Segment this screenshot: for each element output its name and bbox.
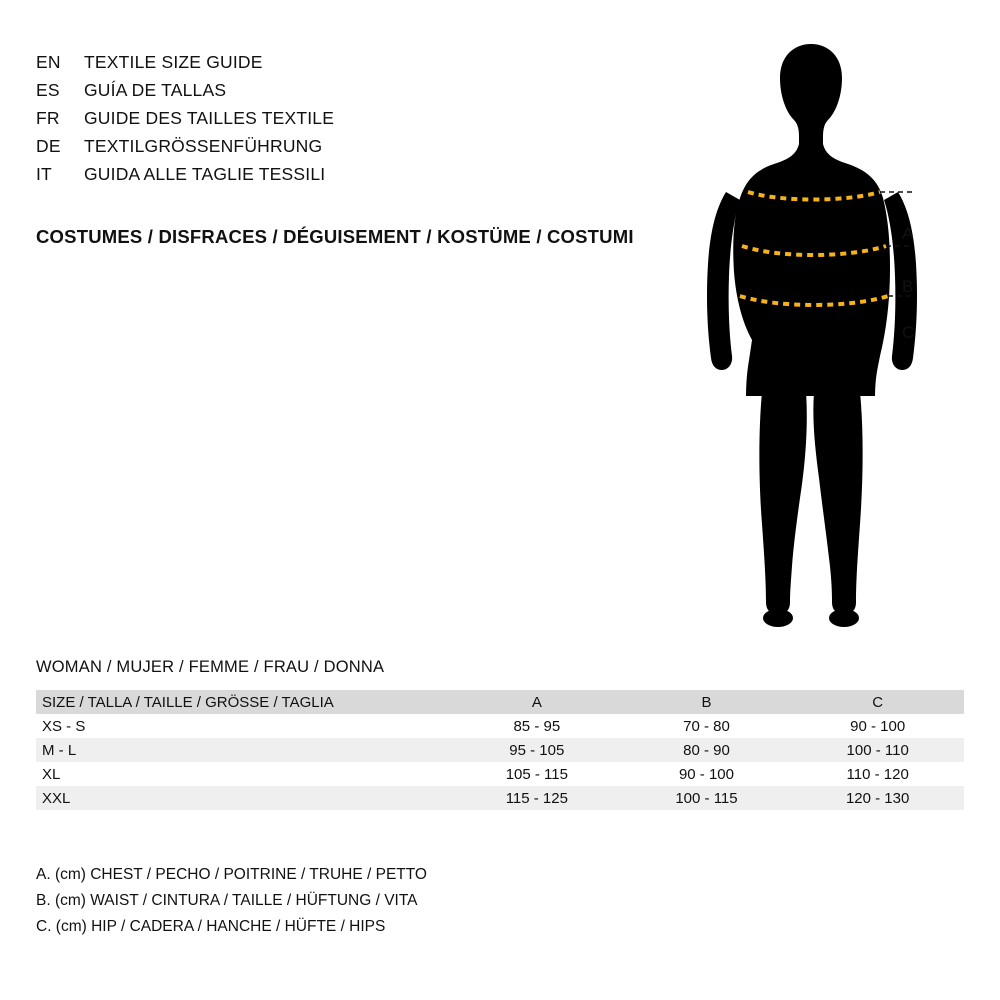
table-row (36, 786, 964, 810)
cell-b: 80 - 90 (622, 738, 792, 762)
callout-label-b: B (902, 277, 914, 296)
cell-a: 105 - 115 (452, 762, 622, 786)
cell-a: 85 - 95 (452, 714, 622, 738)
cell-b: 90 - 100 (622, 762, 792, 786)
female-silhouette-icon (707, 44, 917, 627)
language-row-en (36, 52, 656, 80)
language-text: GUIDA ALLE TAGLIE TESSILI (84, 164, 326, 184)
language-code: EN (36, 52, 61, 72)
language-text: TEXTILGRÖSSENFÜHRUNG (84, 136, 323, 156)
language-text: TEXTILE SIZE GUIDE (84, 52, 263, 72)
footnote-a: A. (cm) CHEST / PECHO / POITRINE / TRUHE / PETTO (36, 866, 427, 883)
cell-c: 90 - 100 (791, 714, 964, 738)
cell-a: 95 - 105 (452, 738, 622, 762)
footnote-list (36, 862, 427, 940)
language-list (36, 52, 656, 192)
language-code: FR (36, 108, 60, 128)
footnote-c: C. (cm) HIP / CADERA / HANCHE / HÜFTE / HIPS (36, 918, 386, 935)
table-row (36, 714, 964, 738)
column-header-b: B (622, 690, 792, 714)
language-code: IT (36, 164, 52, 184)
column-header-size: SIZE / TALLA / TAILLE / GRÖSSE / TAGLIA (36, 690, 452, 714)
language-row-fr (36, 108, 656, 136)
cell-size: XL (36, 762, 452, 786)
costumes-subtitle: COSTUMES / DISFRACES / DÉGUISEMENT / KOSTÜME / COSTUMI (36, 226, 634, 247)
footnote-b: B. (cm) WAIST / CINTURA / TAILLE / HÜFTUNG / VITA (36, 892, 418, 909)
figure-illustration (690, 40, 970, 630)
table-row (36, 738, 964, 762)
language-row-de (36, 136, 656, 164)
cell-b: 100 - 115 (622, 786, 792, 810)
language-code: DE (36, 136, 61, 156)
cell-c: 120 - 130 (791, 786, 964, 810)
cell-size: M - L (36, 738, 452, 762)
cell-c: 100 - 110 (791, 738, 964, 762)
language-text: GUÍA DE TALLAS (84, 80, 227, 100)
table-header-row (36, 690, 964, 714)
cell-size: XXL (36, 786, 452, 810)
language-row-es (36, 80, 656, 108)
callout-label-c: C (902, 323, 915, 342)
language-text: GUIDE DES TAILLES TEXTILE (84, 108, 335, 128)
callout-label-a: A (902, 224, 914, 243)
column-header-a: A (452, 690, 622, 714)
size-table (36, 690, 964, 810)
table-row (36, 762, 964, 786)
cell-b: 70 - 80 (622, 714, 792, 738)
table-title: WOMAN / MUJER / FEMME / FRAU / DONNA (36, 658, 385, 676)
cell-c: 110 - 120 (791, 762, 964, 786)
cell-a: 115 - 125 (452, 786, 622, 810)
cell-size: XS - S (36, 714, 452, 738)
column-header-c: C (791, 690, 964, 714)
language-row-it (36, 164, 656, 192)
language-code: ES (36, 80, 60, 100)
